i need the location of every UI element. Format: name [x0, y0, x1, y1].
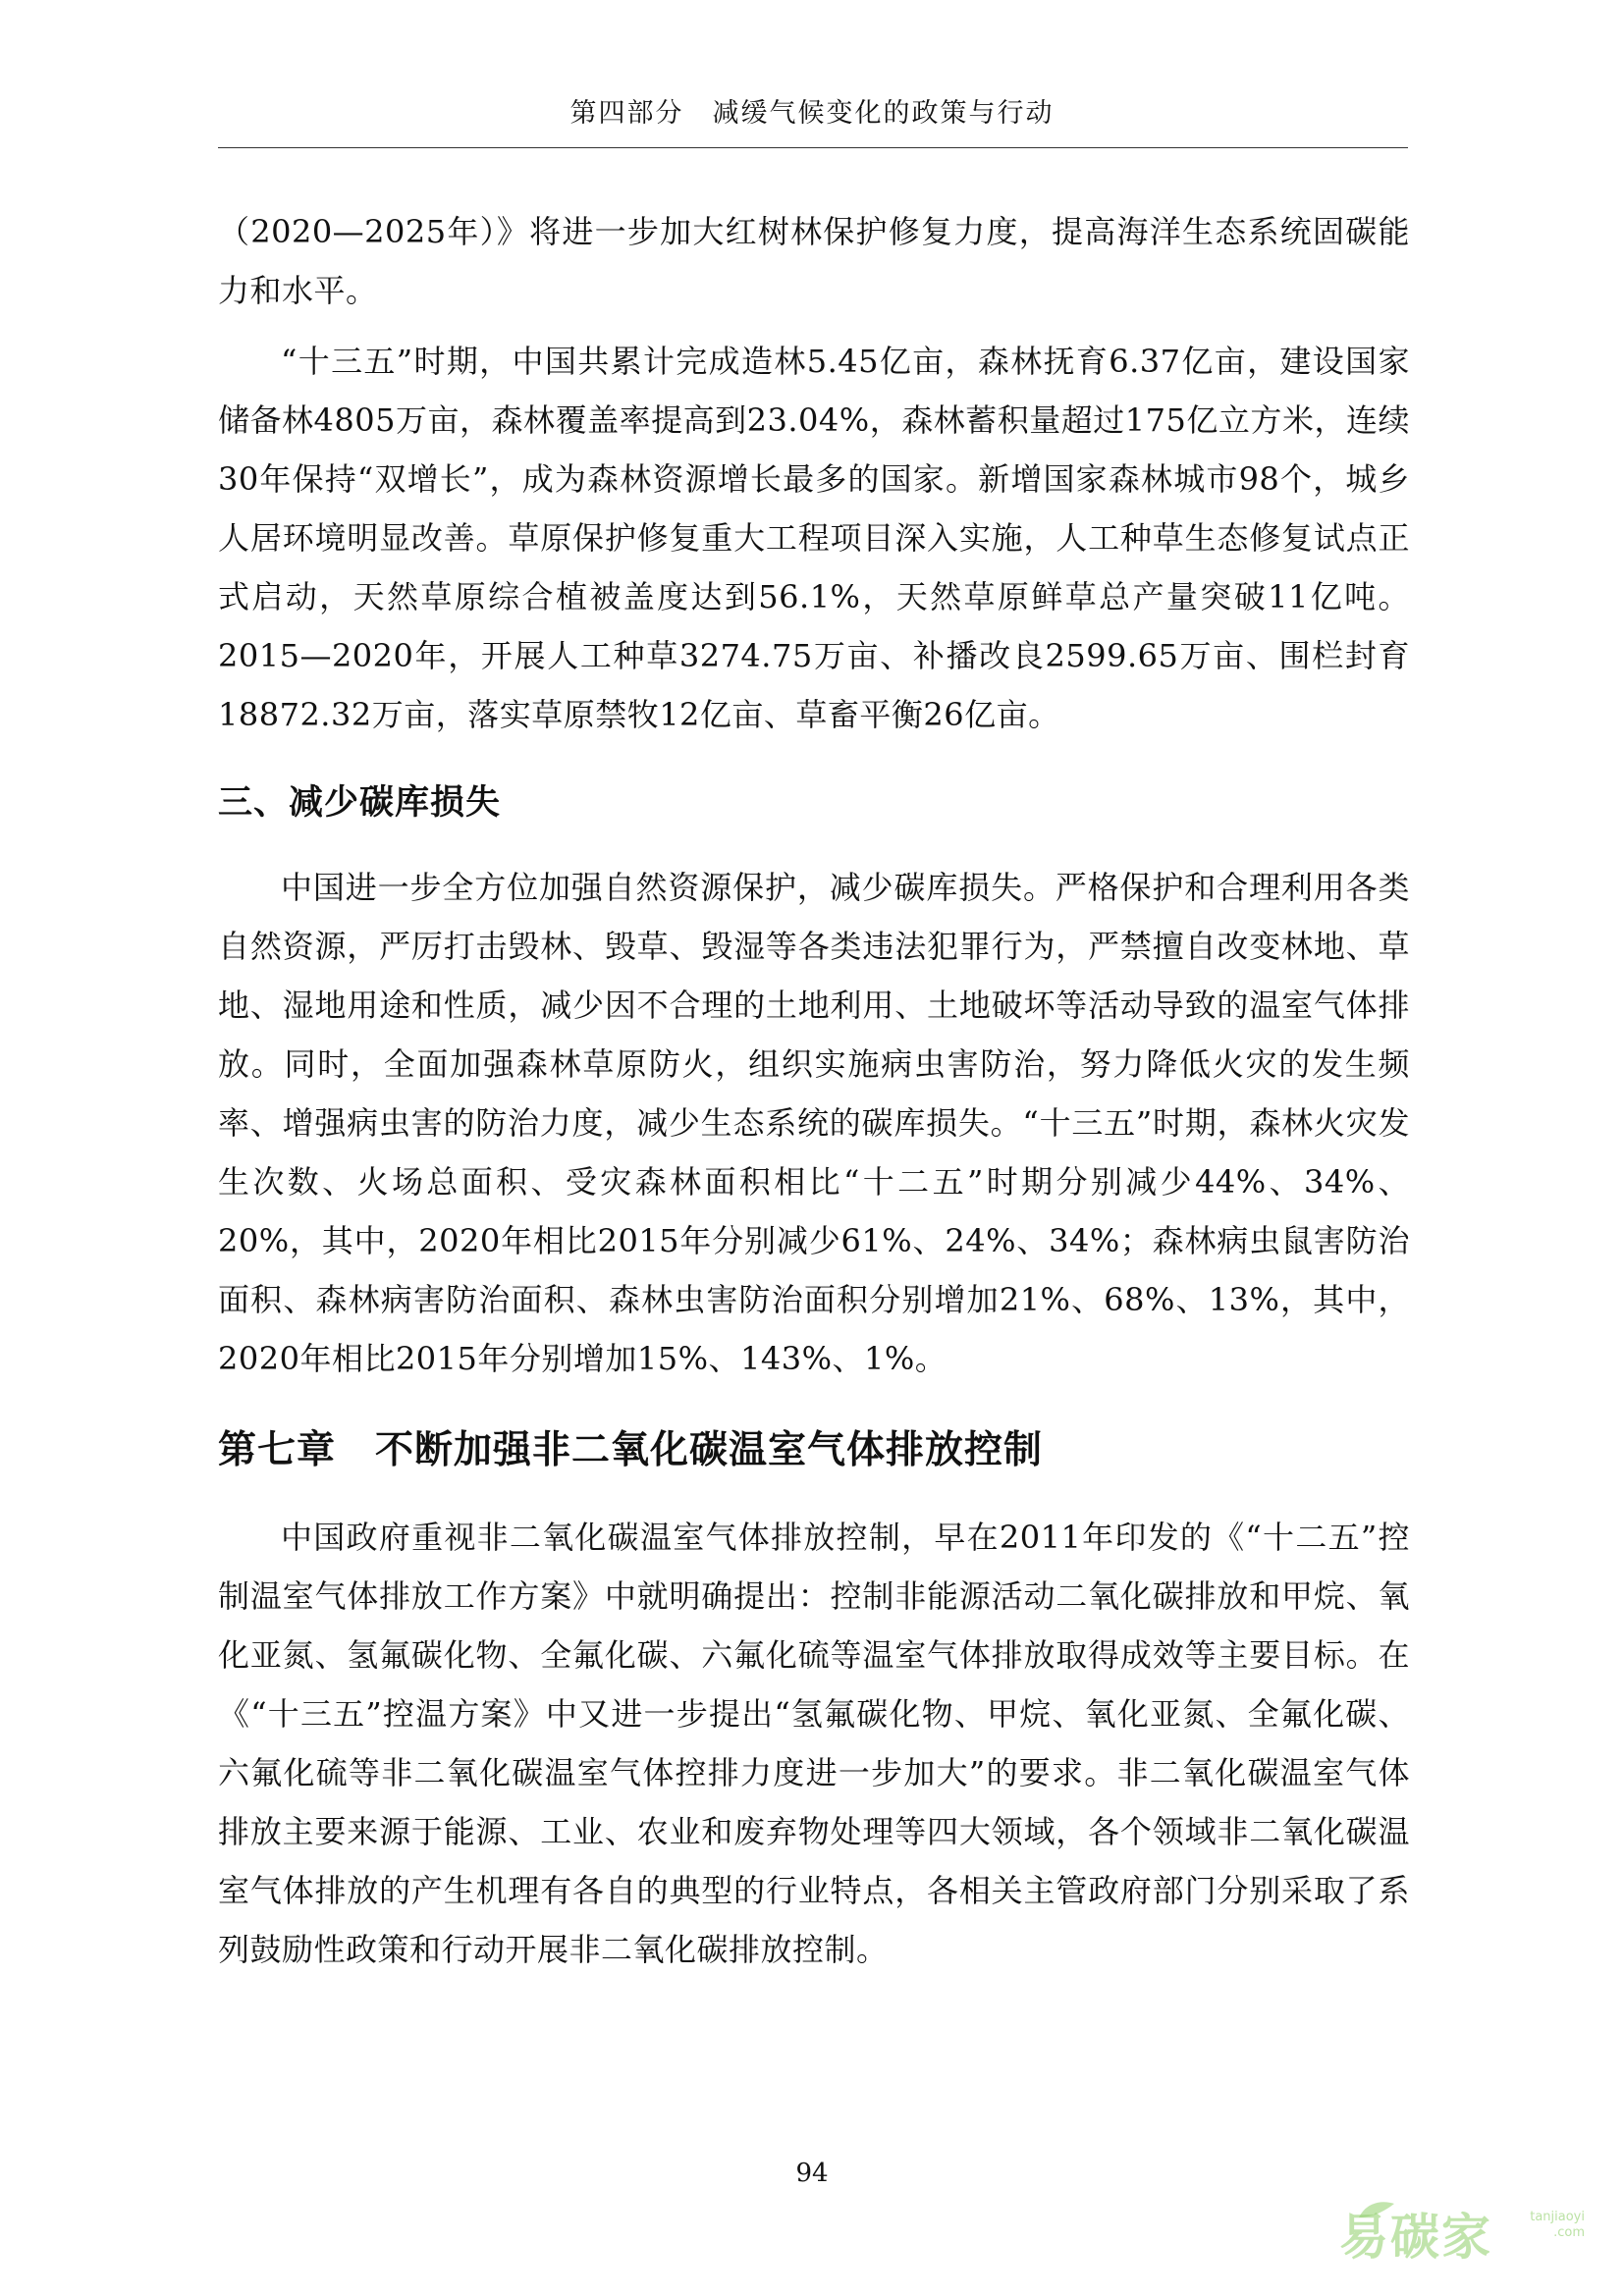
watermark-logo — [1339, 2204, 1585, 2274]
chapter-heading: 第七章 不断加强非二氧化碳温室气体排放控制 — [218, 1428, 1044, 1472]
watermark-domain-line2: .com — [1553, 2225, 1585, 2240]
page-number: 94 — [795, 2159, 829, 2188]
watermark-brand-text: 易碳家 — [1339, 2209, 1492, 2266]
paragraph-non-co2-control: 中国政府重视非二氧化碳温室气体排放控制，早在2011年印发的《“十二五”控制温室气体排放工作方案》中就明确提出：控制非能源活动二氧化碳排放和甲烷、氧化亚氮、氢氟碳化物、全氟化碳、六氟化硫等温室气体排放取得成效等主要目标。在《“十三五”控温方案》中又进一步提出“氢氟碳化物、甲烷、氧化亚氮、全氟化碳、六氟化硫等非二氧化碳温室气体控排力度进一步加大”的要求。非二氧化碳温室气体排放主要来源于能源、工业、农业和废弃物处理等四大领域，各个领域非二氧化碳温室气体排放的产生机理有各自的典型的行业特点，各相关主管政府部门分别采取了系列鼓励性政策和行动开展非二氧化碳排放控制。 — [218, 1519, 1410, 1968]
paragraph-continuation: （2020—2025年）》将进一步加大红树林保护修复力度，提高海洋生态系统固碳能力和水平。 — [218, 213, 1410, 309]
running-header: 第四部分 减缓气候变化的政策与行动 — [569, 98, 1055, 129]
watermark-domain-line1: tanjiaoyi — [1530, 2210, 1585, 2224]
paragraph-afforestation: “十三五”时期，中国共累计完成造林5.45亿亩，森林抚育6.37亿亩，建设国家储备林4805万亩，森林覆盖率提高到23.04%，森林蓄积量超过175亿立方米，连续30年保持“双增长”，成为森林资源增长最多的国家。新增国家森林城市98个，城乡人居环境明显改善。草原保护修复重大工程项目深入实施，人工种草生态修复试点正式启动，天然草原综合植被盖度达到56.1%，天然草原鲜草总产量突破11亿吨。2015—2020年，开展人工种草3274.75万亩、补播改良2599.65万亩、围栏封育18872.32万亩，落实草原禁牧12亿亩、草畜平衡26亿亩。 — [218, 343, 1410, 733]
body-text — [218, 202, 1410, 1979]
section-heading: 三、减少碳库损失 — [218, 783, 502, 823]
paragraph-carbon-stock-loss: 中国进一步全方位加强自然资源保护，减少碳库损失。严格保护和合理利用各类自然资源，严厉打击毁林、毁草、毁湿等各类违法犯罪行为，严禁擅自改变林地、草地、湿地用途和性质，减少因不合理的土地利用、土地破坏等活动导致的温室气体排放。同时，全面加强森林草原防火，组织实施病虫害防治，努力降低火灾的发生频率、增强病虫害的防治力度，减少生态系统的碳库损失。“十三五”时期，森林火灾发生次数、火场总面积、受灾森林面积相比“十二五”时期分别减少44%、34%、20%，其中，2020年相比2015年分别减少61%、24%、34%；森林病虫鼠害防治面积、森林病害防治面积、森林虫害防治面积分别增加21%、68%、13%，其中，2020年相比2015年分别增加15%、143%、1%。 — [218, 869, 1410, 1377]
header-divider — [218, 147, 1408, 148]
watermark-domain — [1530, 2210, 1585, 2241]
